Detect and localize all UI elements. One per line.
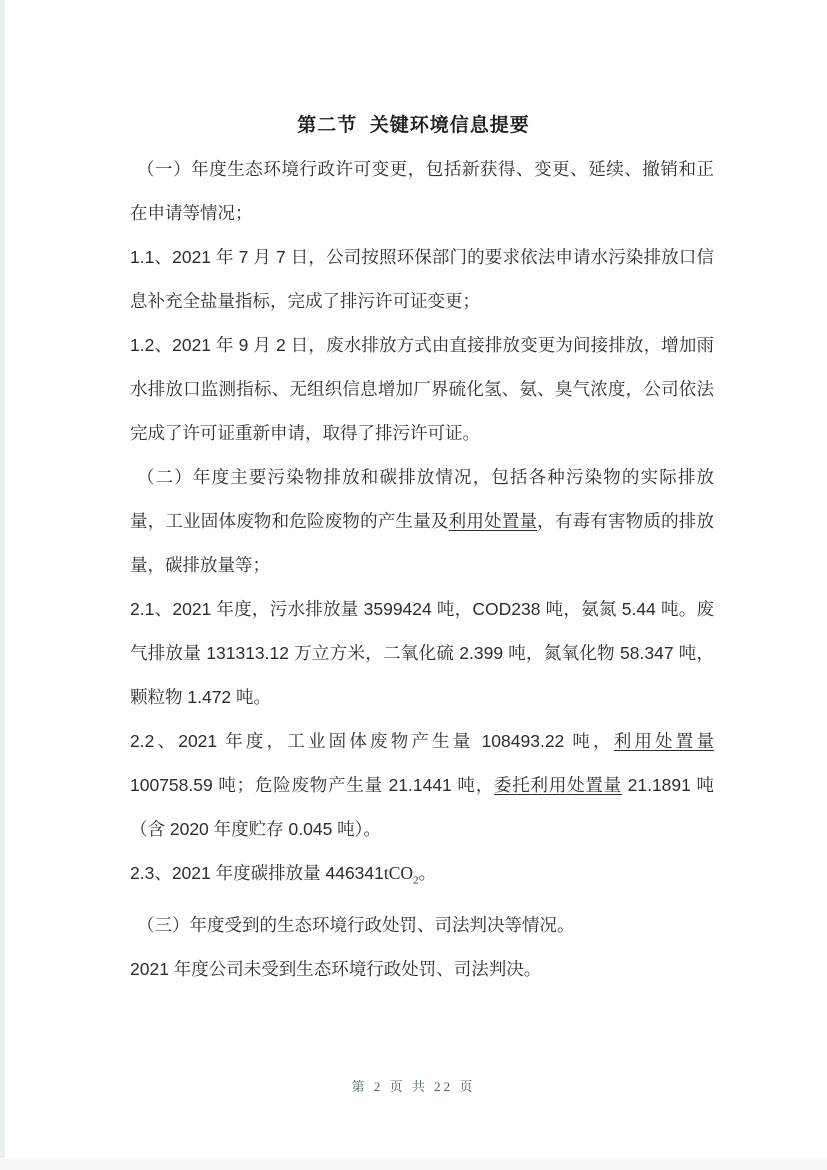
text-run: ，有毒有害物质的排放量，碳排放量等； xyxy=(130,511,714,575)
footer-page-number: 第 2 页 共 22 页 xyxy=(351,1079,476,1094)
text-run: 利用处置量 xyxy=(613,731,715,751)
text-run: 委托利用处置量 xyxy=(494,775,622,795)
text-run: 2.2、2021 年度，工业固体废物产生量 108493.22 吨， xyxy=(130,731,614,751)
text-run: （三）年度受到的生态环境行政处罚、司法判决等情况。 xyxy=(137,914,575,935)
text-run: tCO xyxy=(383,863,414,883)
text-run: 2 xyxy=(413,874,419,887)
text-run: 100758.59 吨；危险废物产生量 21.1441 吨， xyxy=(130,775,494,795)
text-run: 2021 年度公司未受到生态环境行政处罚、司法判决。 xyxy=(130,958,542,979)
text-run: 2.3、2021 年度碳排放量 446341 xyxy=(130,863,384,883)
text-run: （一）年度生态环境行政许可变更，包括新获得、变更、延续、撤销和正在申请等情况； xyxy=(130,159,714,223)
text-run: 利用处置量 xyxy=(448,511,538,531)
paragraph xyxy=(130,455,714,587)
paragraph xyxy=(130,323,714,455)
text-run: 2.1、2021 年度，污水排放量 3599424 吨，COD238 吨，氨氮 5.44 吨。废气排放量 131313.12 万立方米，二氧化硫 2.399 吨，氮氧化物 58.347 吨，颗粒物 1.472 吨。 xyxy=(130,599,714,707)
paragraph xyxy=(130,235,714,323)
section-title: 第二节 关键环境信息提要 xyxy=(297,115,530,136)
text-run: 1.1、2021 年 7 月 7 日，公司按照环保部门的要求依法申请水污染排放口信息补充全盐量指标，完成了排污许可证变更； xyxy=(130,247,714,311)
paragraph xyxy=(130,719,714,851)
text-run: 21.1891 吨（含 2020 年度贮存 0.045 吨）。 xyxy=(130,775,715,839)
document-body xyxy=(130,147,714,991)
scan-edge-left xyxy=(0,0,5,1158)
scan-edge-bottom xyxy=(0,1159,827,1170)
paragraph xyxy=(130,147,714,235)
text-run: （二）年度主要污染物排放和碳排放情况，包括各种污染物的实际排放量，工业固体废物和危险废物的产生量及 xyxy=(130,467,714,531)
text-run: 。 xyxy=(418,863,437,883)
paragraph xyxy=(130,587,714,719)
text-run: 1.2、2021 年 9 月 2 日，废水排放方式由直接排放变更为间接排放，增加雨水排放口监测指标、无组织信息增加厂界硫化氢、氨、臭气浓度，公司依法完成了许可证重新申请，取得了排污许可证。 xyxy=(130,335,714,443)
paragraph xyxy=(130,947,714,991)
paragraph xyxy=(130,903,714,947)
paragraph xyxy=(130,851,714,903)
